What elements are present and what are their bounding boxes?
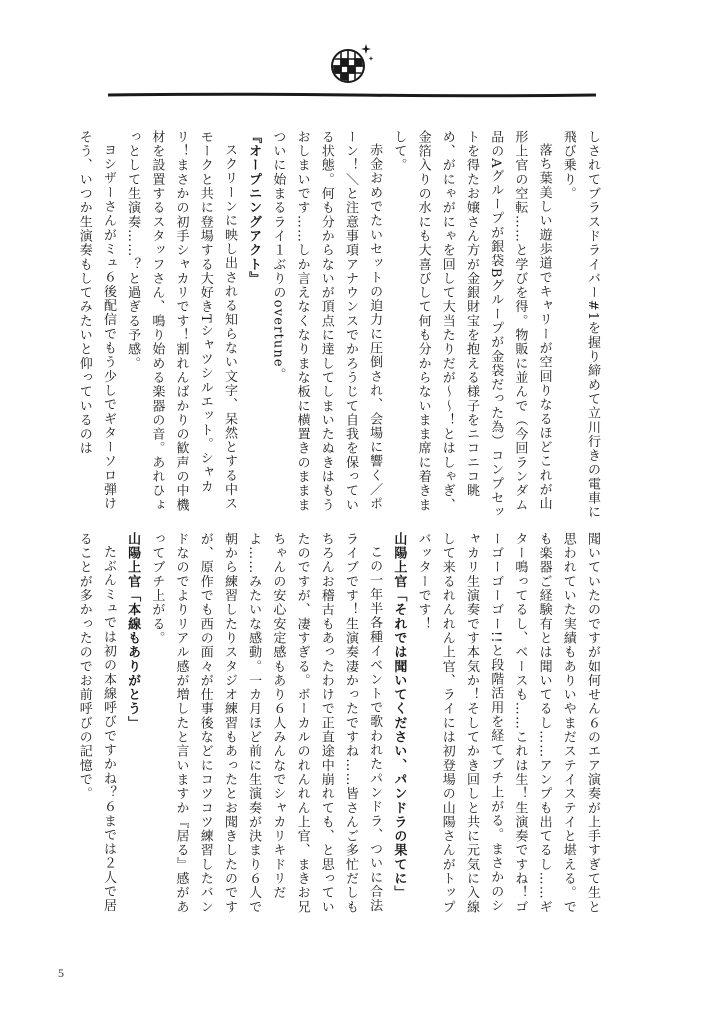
bottom-text-column	[76, 532, 604, 918]
body-paragraph: 落ち葉美しい遊歩道でキャリーが空回りなるほどこれが山形上官の空転……と学びを得。物販に並んで（今回ランダム品のAグループが銀袋Bグループが金袋だった為）コンプセットを得たお嬢さん方が金銀財宝を抱える様子をニコニコ眺め、がにゃがにゃを回して大当たりだが～～！とはしゃぎ、金箔入りの水にも大喜びして何も分からないまま席に着きまして。	[391, 130, 552, 520]
header-divider	[108, 92, 596, 98]
body-paragraph: 聞いていたのですが如何せん６のエア演奏が上手すぎて生と思われていた実績もありいやまだステイステイと堪える。でも楽器ご経験有とは聞いてるし……アンプも出てるし……ギター鳴ってるし、ベースも……これは生！生演奏ですね！ゴーゴーゴーゴー!!と段階活用を経てブチ上がる。まさかのシャカリ生演奏です本気か！そしてかき回しと共に元気に入線して来るれんれん上官、ライには初登場の山陽さんがトップバッターです！	[415, 532, 600, 915]
section-heading: 山陽上官「本線もありがとう」	[125, 532, 141, 731]
body-paragraph: しされてブラスドライバー#1を握り締めて立川行きの電車に飛び乗り。	[560, 130, 600, 520]
body-paragraph: たぶんミュでは初の本線呼びですかね？６までは２人で居ることが多かったのでお前呼びの記憶で。	[76, 532, 116, 913]
top-text-column	[76, 130, 604, 520]
section-heading: 山陽上官「それでは聞いてください、パンドラの果てに」	[391, 532, 407, 900]
disco-ball-icon	[328, 40, 374, 86]
body-paragraph: 赤金おめでたいセットの迫力に圧倒され、会場に響く／ポーン！＼と注意事項アナウンスでかろうじて自我を保っている状態。何も分からないが頂点に達してしまいたぬきはもうおしまいです……しか言えなくなりまな板に横置きのまままついに始まるライ１ぶりのovertune。	[270, 130, 383, 513]
body-paragraph: ヨシザーさんがミュ６後配信でもう少しでギターソロ弾けそう、いつか生演奏もしてみたいと仰っているのは	[76, 130, 116, 511]
body-paragraph: スクリーンに映し出される知らない文字、呆然とする中スモークと共に登場する大好きTシャツシルエット。シャカリ！まさかの初手シャカリです！割れんばかりの歓声の中機材を設置するスタッフさん、鳴り始める楽器の音。あれひょっとして生演奏……？と過ぎる予感。	[125, 130, 237, 513]
body-paragraph: この一年半各種イベントで歌われたパンドラ、ついに合法ライブです！生演奏凄かったですね……皆さんご多忙だしもちろんお稽古もあったわけで正直途中崩れても、と思っていたのですが、凄すぎる。ボーカルのれんれん上官、まきお兄ちゃんの安心安定感もあり６人みんなでシャカリキドリだよ……みたいな感動。一カ月ほど前に生演奏が決まり６人で朝から練習したりスタジオ練習もあったとお聞きしたのですが、原作でも西の面々が仕事後などにコツコツ練習したバンドなのでよりリアル感が増したと言いますか『居る』感があってブチ上がる。	[149, 532, 383, 915]
page-number: 5	[58, 966, 64, 980]
section-heading: 『オープニングアクト』	[246, 130, 262, 286]
